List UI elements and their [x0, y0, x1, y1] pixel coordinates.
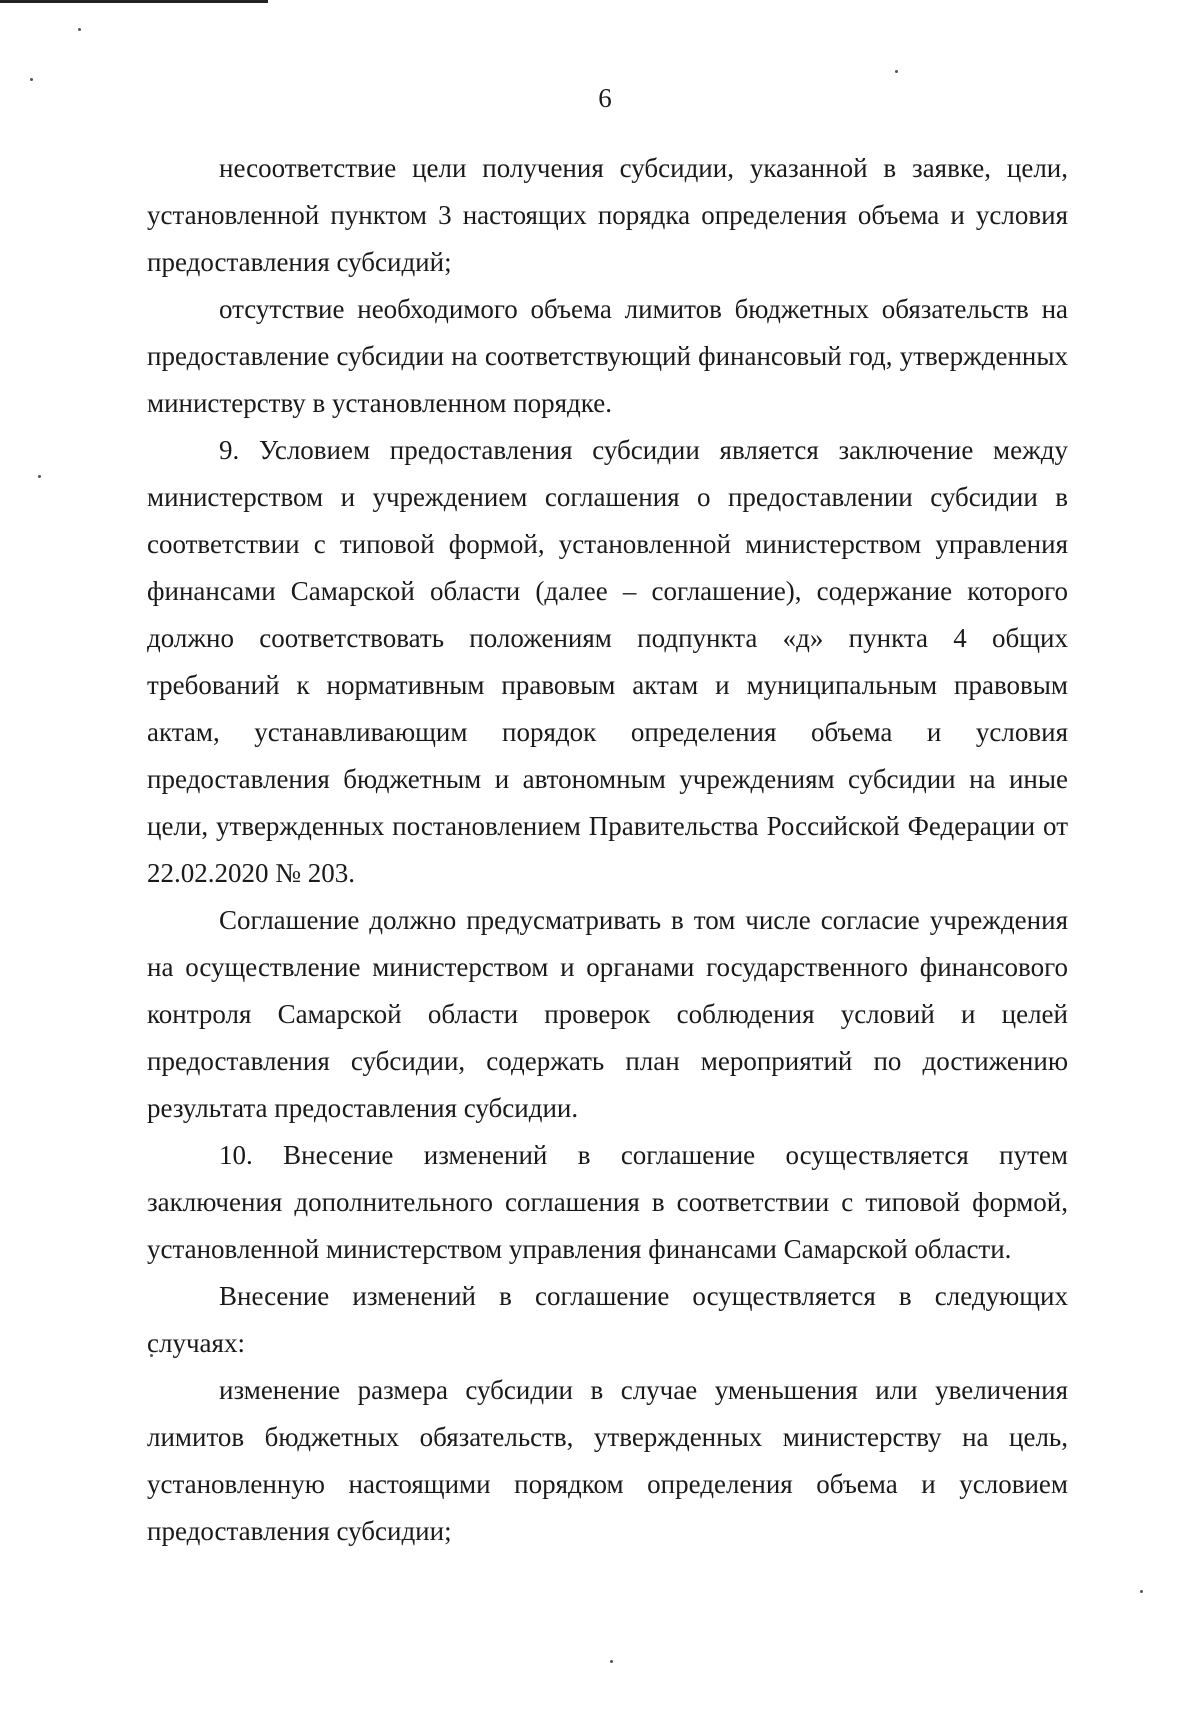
scan-speck	[78, 28, 81, 31]
paragraph: Внесение изменений в соглашение осуществляется в следующих случаях:	[147, 1281, 1068, 1358]
paragraph: отсутствие необходимого объема лимитов бюджетных обязательств на предоставление субсидии на соответствующий финансовый год, утвержденных министерству в установленном порядке.	[147, 294, 1068, 418]
paragraph: несоответствие цели получения субсидии, указанной в заявке, цели, установленной пунктом 3 настоящих порядка определения объема и условия предоставления субсидий;	[147, 153, 1068, 277]
paragraph: Соглашение должно предусматривать в том числе согласие учреждения на осуществление министерством и органами государственного финансового контроля Самарской области проверок соблюдения условий и целей предоставления субсидии, содержать план мероприятий по достижению результата предоставления субсидии.	[147, 905, 1068, 1123]
page-number: 6	[598, 83, 612, 113]
scan-speck	[895, 70, 898, 73]
paragraph: 9. Условием предоставления субсидии является заключение между министерством и учреждением соглашения о предоставлении субсидии в соответствии с типовой формой, установленной министерством управления финансами Самарской области (далее – соглашение), содержание которого должно соответствовать положениям подпункта «д» пункта 4 общих требований к нормативным правовым актам и муниципальным правовым актам, устанавливающим порядок определения объема и условия предоставления бюджетным и автономным учреждениям субсидии на иные цели, утвержденных постановлением Правительства Российской Федерации от 22.02.2020 № 203.	[147, 435, 1068, 888]
document-body	[147, 145, 1068, 1555]
scan-speck	[38, 475, 41, 478]
scan-edge-line	[0, 0, 268, 3]
scan-speck	[1140, 1590, 1143, 1593]
paragraph: 10. Внесение изменений в соглашение осуществляется путем заключения дополнительного соглашения в соответствии с типовой формой, установленной министерством управления финансами Самарской области.	[147, 1140, 1068, 1264]
scan-speck	[610, 1660, 613, 1663]
paragraph: изменение размера субсидии в случае уменьшения или увеличения лимитов бюджетных обязательств, утвержденных министерству на цель, установленную настоящими порядком определения объема и условием предоставления субсидии;	[147, 1375, 1068, 1546]
